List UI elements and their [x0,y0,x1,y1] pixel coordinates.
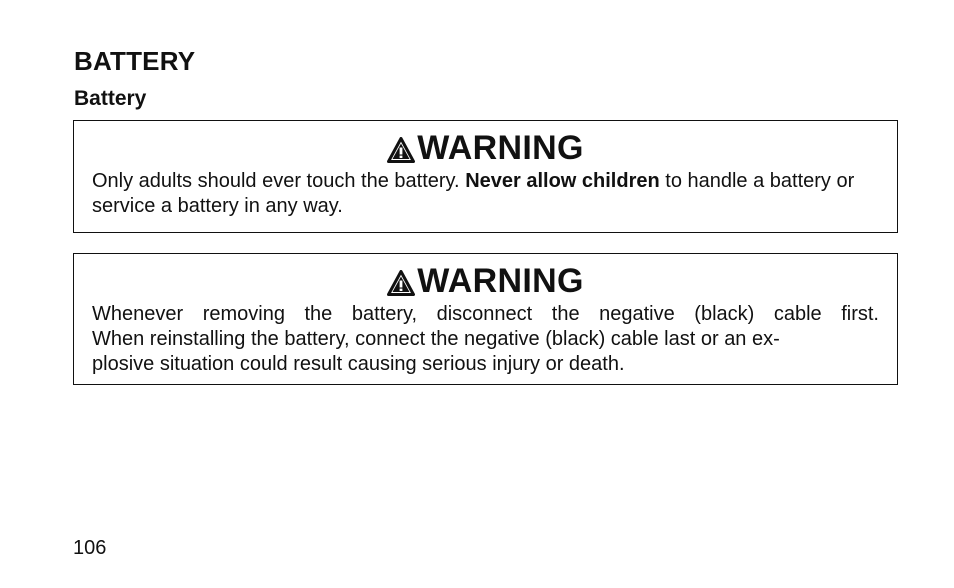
warning-message [92,302,879,377]
warning-heading [92,263,879,299]
warning-word: WARNING [417,261,584,300]
warning-message [92,169,879,219]
warning-triangle-icon [387,137,415,163]
warning-text-line: Whenever removing the battery, disconnect the negative (black) cable first. [92,303,879,325]
warning-text-part: to handle a battery or service a battery in any way. [92,170,855,217]
warning-word: WARNING [417,128,584,167]
warning-text-line: When reinstalling the battery, connect the negative (black) cable last or an ex- [92,328,780,350]
section-title: BATTERY [74,46,196,76]
subsection-title: Battery [74,87,147,110]
warning-box-cable [73,253,898,385]
warning-heading [92,130,879,166]
warning-text-part: Only adults should ever touch the battery. [92,170,466,192]
warning-box-children [73,120,898,233]
warning-text-line: plosive situation could result causing serious injury or death. [92,353,625,375]
warning-text-emphasis: Never allow children [465,170,660,192]
page-number: 106 [73,537,107,559]
warning-triangle-icon [387,270,415,296]
